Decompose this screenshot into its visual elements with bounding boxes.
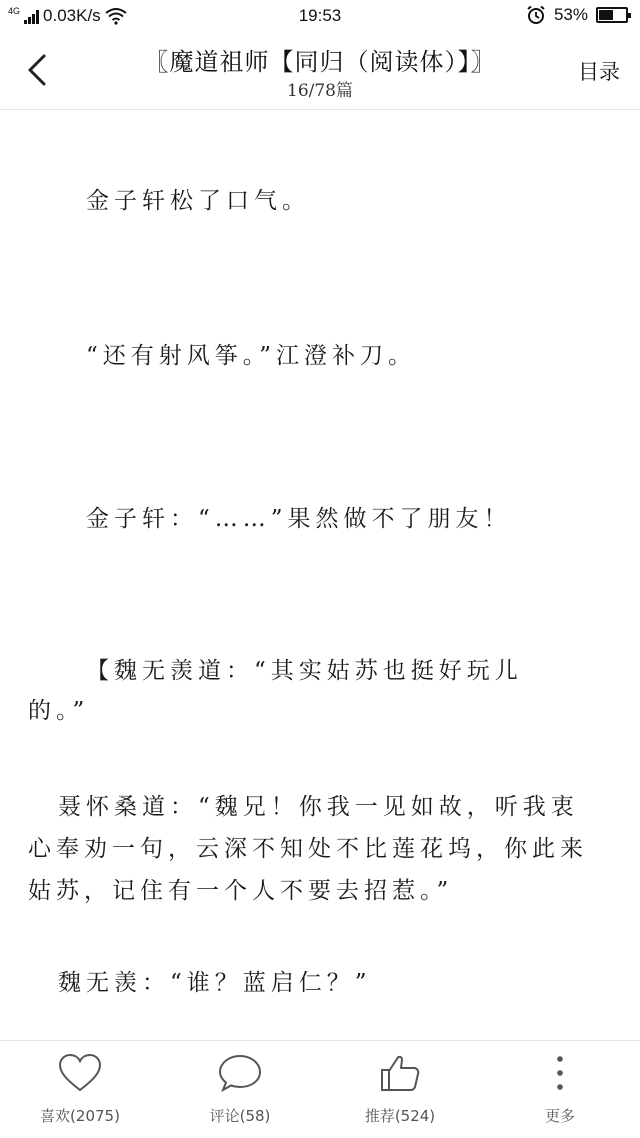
comment-button[interactable] (165, 1053, 315, 1126)
paragraph: 聂怀桑道：“魏兄！你我一见如故，听我衷 (58, 794, 579, 820)
heart-icon (57, 1053, 103, 1093)
more-button[interactable] (485, 1053, 635, 1126)
battery-icon (596, 7, 628, 23)
recommend-button[interactable] (325, 1053, 475, 1126)
paragraph: 金子轩松了口气。 (86, 188, 310, 214)
paragraph: “还有射风筝。”江澄补刀。 (86, 343, 417, 369)
more-label: 更多 (544, 1107, 575, 1125)
paragraph: 金子轩：“……”果然做不了朋友！ (86, 506, 512, 532)
network-speed: 0.03K/s (43, 6, 101, 25)
paragraph: 心奉劝一句，云深不知处不比莲花坞，你此来 (28, 836, 588, 862)
paragraph: 姑苏，记住有一个人不要去招惹。” (28, 878, 454, 904)
vertical-dots-icon (537, 1053, 583, 1093)
like-label: 喜欢(2075) (40, 1107, 120, 1125)
thumbs-up-icon (377, 1053, 423, 1093)
status-time: 19:53 (298, 6, 342, 25)
table-of-contents-button[interactable]: 目录 (578, 60, 620, 84)
reader-header (0, 32, 640, 110)
paragraph: 魏无羡：“谁？蓝启仁？” (58, 970, 372, 996)
chapter-title: 〖魔道祖师【同归（阅读体）】〗 (144, 48, 496, 76)
battery-percent: 53% (553, 5, 588, 24)
network-type: 4G (8, 5, 21, 16)
comment-label: 评论(58) (209, 1107, 271, 1125)
paragraph: 【魏无羡道：“其实姑苏也挺好玩儿 (86, 658, 523, 684)
paragraph: 的。” (28, 698, 90, 724)
status-right (526, 5, 628, 25)
reading-content[interactable] (0, 110, 640, 1040)
speech-bubble-icon (217, 1053, 263, 1093)
recommend-label: 推荐(524) (364, 1107, 436, 1125)
status-bar (0, 0, 640, 32)
back-button[interactable] (18, 50, 58, 90)
alarm-clock-icon (526, 5, 546, 25)
chevron-left-icon (18, 50, 58, 90)
like-button[interactable] (5, 1053, 155, 1126)
chapter-progress: 16/78篇 (287, 81, 353, 101)
bottom-action-bar (0, 1040, 640, 1138)
